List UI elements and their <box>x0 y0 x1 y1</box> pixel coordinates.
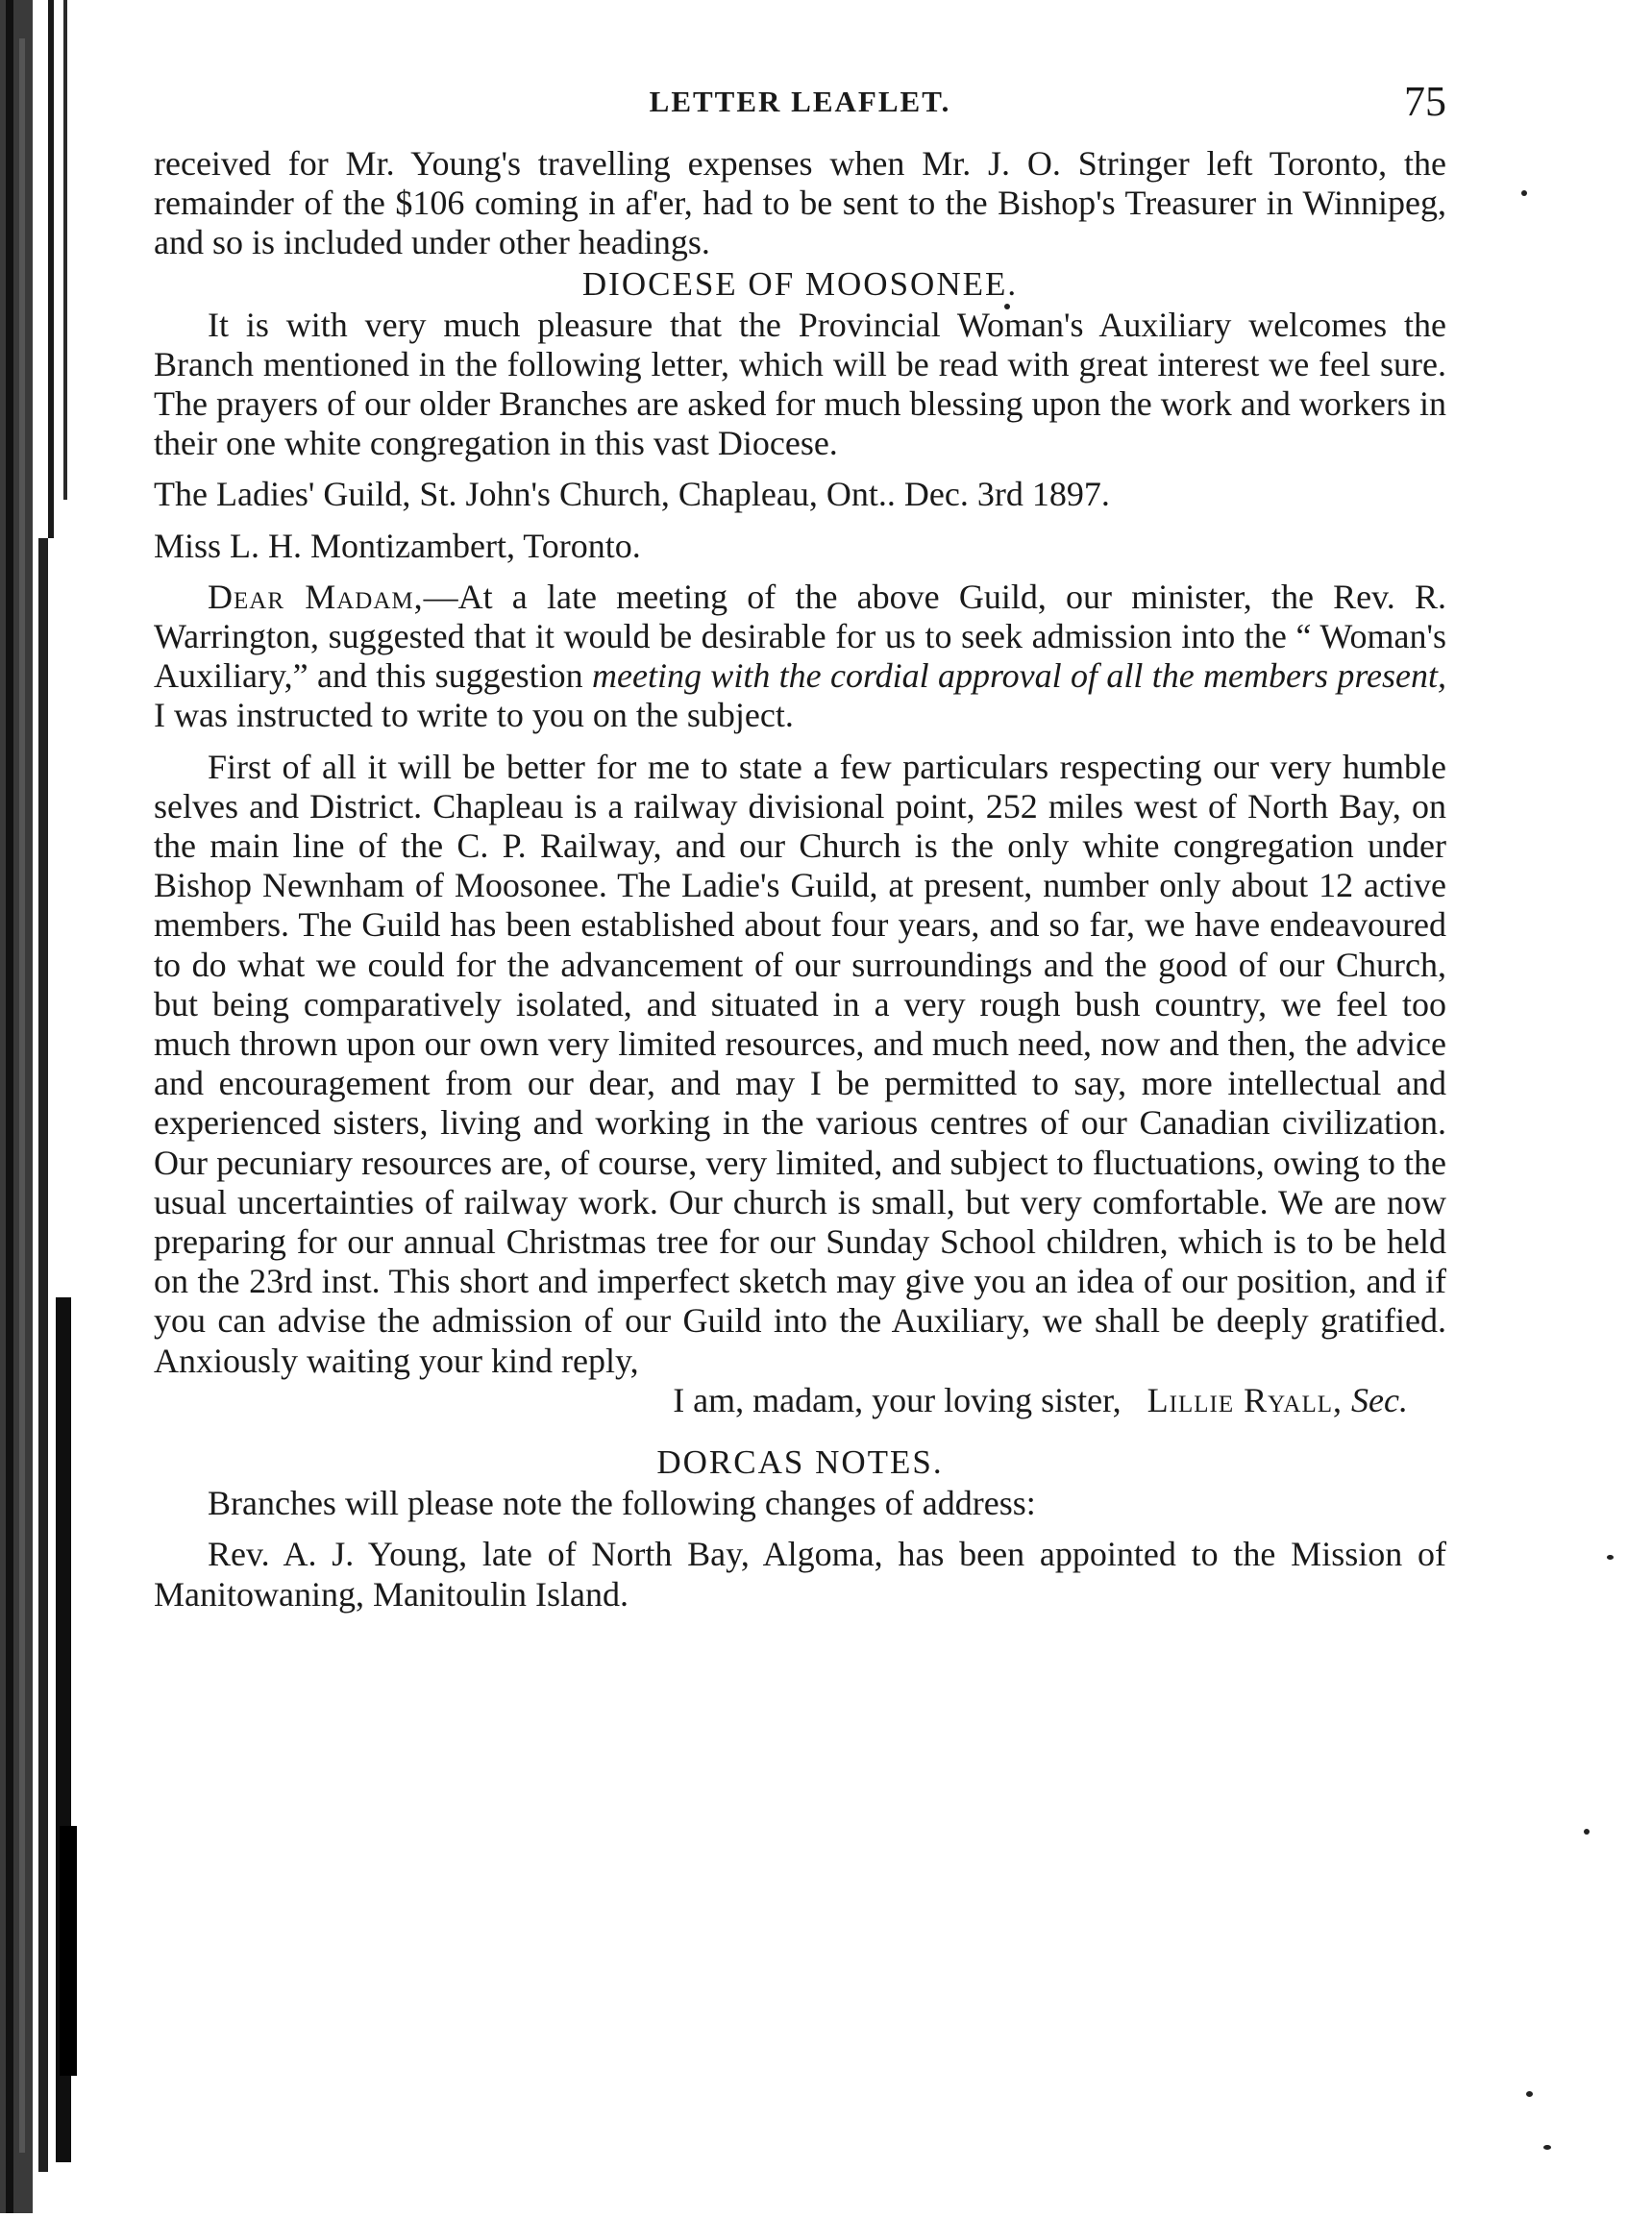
letter-paragraph-1 <box>154 578 1446 736</box>
letter-addressee: Miss L. H. Montizambert, Toronto. <box>154 526 641 565</box>
spacer <box>154 515 1446 527</box>
spacer <box>154 566 1446 578</box>
diocese-paragraph: It is with very much pleasure that the Provincial Woman's Auxiliary welcomes the Branch mentioned in the following letter, which will be read with great interest we feel sure. The prayers of our older Branches are asked for much blessing upon the work and workers in their one white congregation in this vast Diocese. <box>154 305 1446 463</box>
dorcas-note: Rev. A. J. Young, late of North Bay, Algoma, has been appointed to the Mission of Manitowaning, Manitoulin Island. <box>154 1535 1446 1614</box>
binding-shadow-graphic <box>0 0 115 2213</box>
spacer <box>154 736 1446 748</box>
page-binding-edge <box>0 0 115 2213</box>
section-heading-diocese: DIOCESE OF MOOSONEE. <box>581 264 1019 303</box>
letter-signer: Lillie Ryall, <box>1147 1380 1344 1419</box>
spacer <box>154 1420 1446 1442</box>
running-header <box>154 77 1446 144</box>
section-heading-dorcas: DORCAS NOTES. <box>656 1443 944 1482</box>
body-text <box>154 144 1446 1614</box>
letter-paragraph-1-start: —At a late meeting of the above Guild, our minister, the Rev. R. Warrington, suggested that it would be desirable for us to seek admission into the “ Woman's Auxiliary,” and this suggestion <box>154 577 1446 696</box>
intro-paragraph: received for Mr. Young's travelling expenses when Mr. J. O. Stringer left Toronto, the remainder of the $106 coming in af'er, had to be sent to the Bishop's Treasurer in Winnipeg, and so is included under other headings. <box>154 144 1446 262</box>
running-title: LETTER LEAFLET. <box>649 85 951 118</box>
letter-closing: I am, madam, your loving sister, <box>673 1380 1122 1419</box>
dorcas-intro: Branches will please note the following changes of address: <box>208 1484 1036 1523</box>
spacer <box>154 1523 1446 1535</box>
page <box>154 77 1446 1614</box>
letter-paragraph-1-italic: meeting with the cordial approval of all the members present, <box>592 656 1446 696</box>
letter-salutation: Dear Madam, <box>208 577 424 616</box>
page-number: 75 <box>1404 78 1446 125</box>
letter-signature <box>154 1381 1446 1420</box>
letter-signer-title: Sec. <box>1351 1380 1408 1419</box>
letter-dateline: The Ladies' Guild, St. John's Church, Chapleau, Ont.. Dec. 3rd 1897. <box>154 475 1110 514</box>
spacer <box>154 463 1446 475</box>
letter-paragraph-1-end: I was instructed to write to you on the subject. <box>154 696 794 735</box>
letter-paragraph-2: First of all it will be better for me to state a few particulars respecting our very humble selves and District. Chapleau is a railway divisional point, 252 miles west of North Bay, on the main line of the C. P. Railway, and our Church is the only white congregation under Bishop Newnham of Moosonee. The Ladie's Guild, at present, number only about 12 active members. The Guild has been established about four years, and so far, we have endeavoured to do what we could for the advancement of our surroundings and the good of our Church, but being comparatively isolated, and situated in a very rough bush country, we feel too much thrown upon our own very limited resources, and much need, now and then, the advice and encouragement from our dear, and may I be permitted to say, more intellectual and experienced sisters, living and working in the various centres of our Canadian civilization. Our pecuniary resources are, of course, very limited, and subject to fluctuations, owing to the usual uncertainties of railway work. Our church is small, but very comfortable. We are now preparing for our annual Christmas tree for our Sunday School children, which is to be held on the 23rd inst. This short and imperfect sketch may give you an idea of our position, and if you can advise the admission of our Guild into the Auxiliary, we shall be deeply gratified. Anxiously waiting your kind reply, <box>154 747 1446 1380</box>
